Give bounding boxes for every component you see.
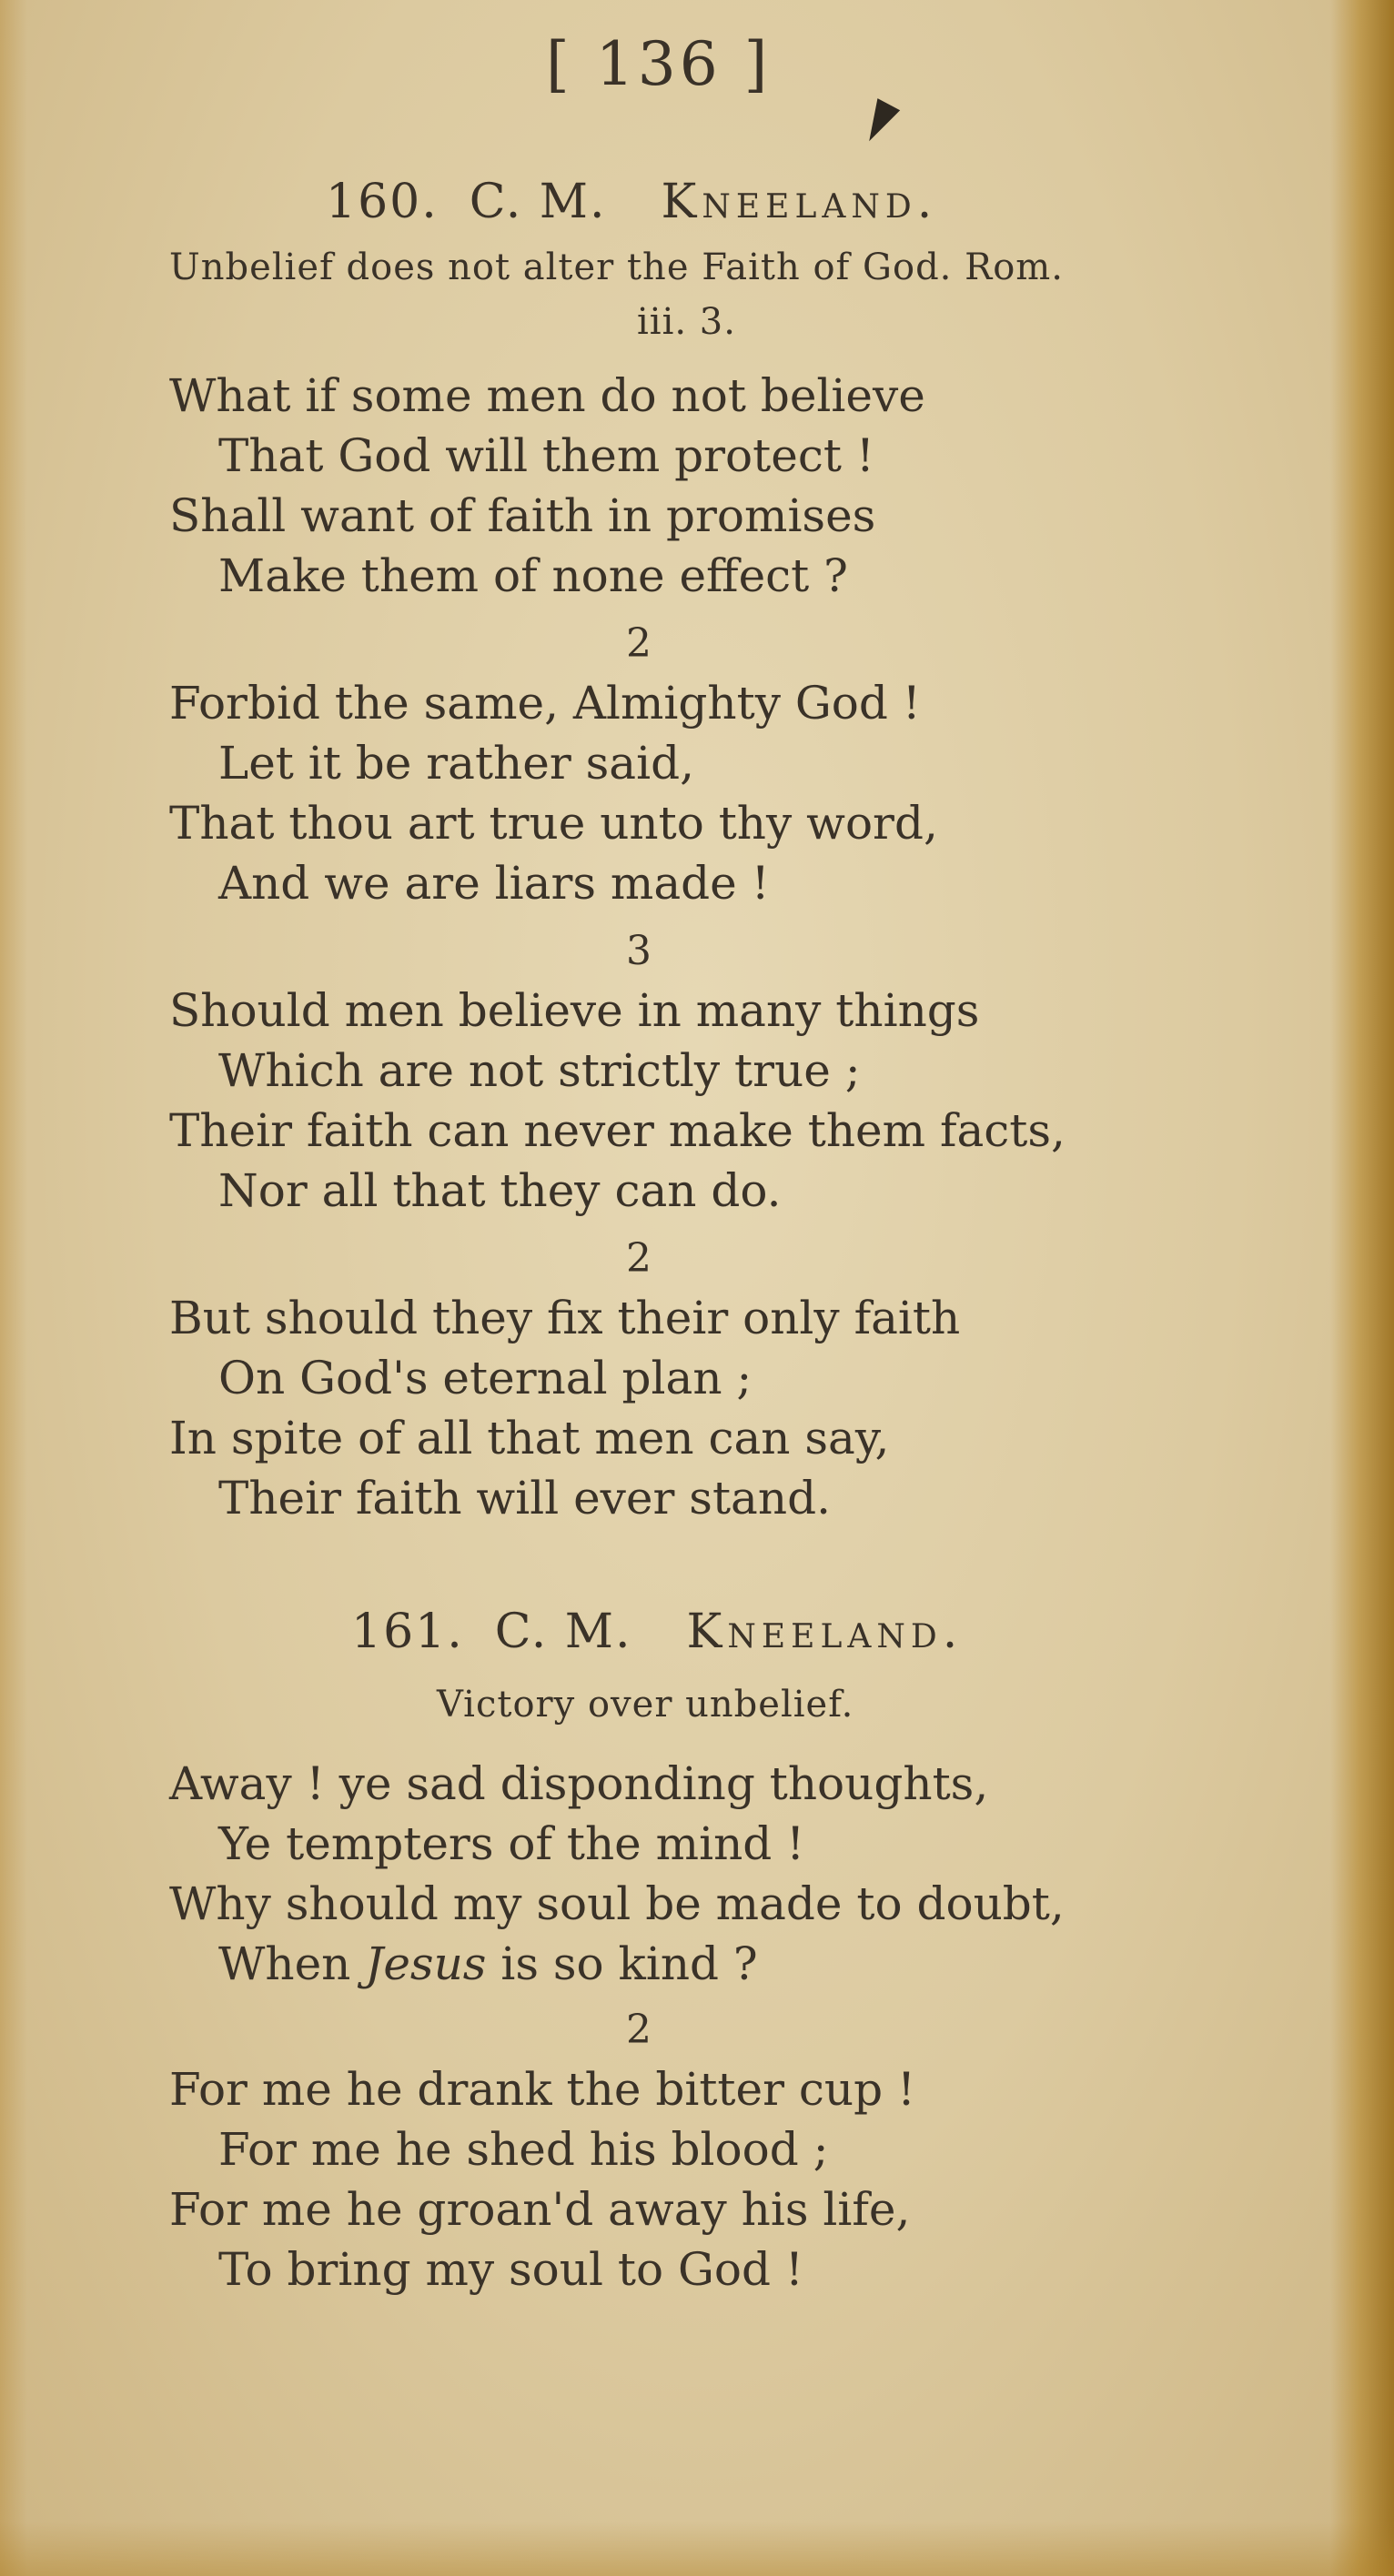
hymn-160-heading — [326, 175, 938, 229]
verse-line: What if some men do not believe — [169, 369, 925, 422]
page-number: [ 136 ] — [546, 29, 772, 99]
stanza-number: 2 — [626, 2007, 652, 2053]
verse-line: For me he groan'd away his life, — [169, 2183, 911, 2236]
verse-line — [218, 1937, 758, 1990]
verse-line: Why should my soul be made to doubt, — [169, 1877, 1065, 1930]
hymn-number: 160. — [326, 175, 439, 229]
verse-line: Shall want of faith in promises — [169, 489, 876, 542]
verse-line: For me he shed his blood ; — [218, 2123, 829, 2176]
verse-line: That thou art true unto thy word, — [169, 797, 938, 850]
hymn-number: 161. — [351, 1605, 464, 1659]
verse-line: On God's eternal plan ; — [218, 1352, 753, 1404]
verse-line: But should they fix their only faith — [169, 1292, 961, 1344]
verse-line: Which are not strictly true ; — [218, 1044, 861, 1097]
verse-line: Their faith can never make them facts, — [169, 1104, 1066, 1157]
verse-line: For me he drank the bitter cup ! — [169, 2063, 916, 2116]
hymn-tune: Kneeland. — [661, 175, 938, 229]
hymn-meter: C. M. — [494, 1605, 632, 1659]
verse-line: That God will them protect ! — [218, 429, 874, 482]
italic-name: Jesus — [365, 1937, 487, 1990]
verse-line: Make them of none effect ? — [218, 549, 848, 602]
page-edge-left — [0, 0, 27, 2576]
stanza-number: 2 — [626, 620, 652, 667]
stanza-number: 3 — [626, 928, 652, 974]
verse-line: Ye tempters of the mind ! — [218, 1817, 805, 1870]
verse-line: Their faith will ever stand. — [218, 1472, 831, 1524]
hymn-160-subtitle-cont: iii. 3. — [637, 301, 736, 343]
verse-line: Away ! ye sad disponding thoughts, — [169, 1757, 989, 1810]
hymn-meter: C. M. — [469, 175, 607, 229]
verse-line: And we are liars made ! — [218, 857, 770, 910]
hymn-161-subtitle: Victory over unbelief. — [437, 1684, 854, 1726]
verse-text: is so kind ? — [486, 1937, 758, 1990]
verse-line: Let it be rather said, — [218, 737, 694, 790]
stanza-number: 2 — [626, 1235, 652, 1282]
page-edge-right — [1330, 0, 1394, 2576]
hymn-161-heading — [351, 1605, 964, 1659]
hymn-tune: Kneeland. — [686, 1605, 964, 1659]
verse-line: Nor all that they can do. — [218, 1164, 782, 1217]
verse-line: Should men believe in many things — [169, 984, 980, 1037]
verse-line: To bring my soul to God ! — [218, 2243, 803, 2296]
verse-line: Forbid the same, Almighty God ! — [169, 677, 921, 730]
verse-line: In spite of all that men can say, — [169, 1412, 890, 1464]
verse-text: When — [218, 1937, 366, 1990]
page-edge-bottom — [0, 2521, 1394, 2576]
ink-mark — [858, 98, 900, 147]
hymn-160-subtitle: Unbelief does not alter the Faith of God. Rom. — [169, 247, 1064, 288]
